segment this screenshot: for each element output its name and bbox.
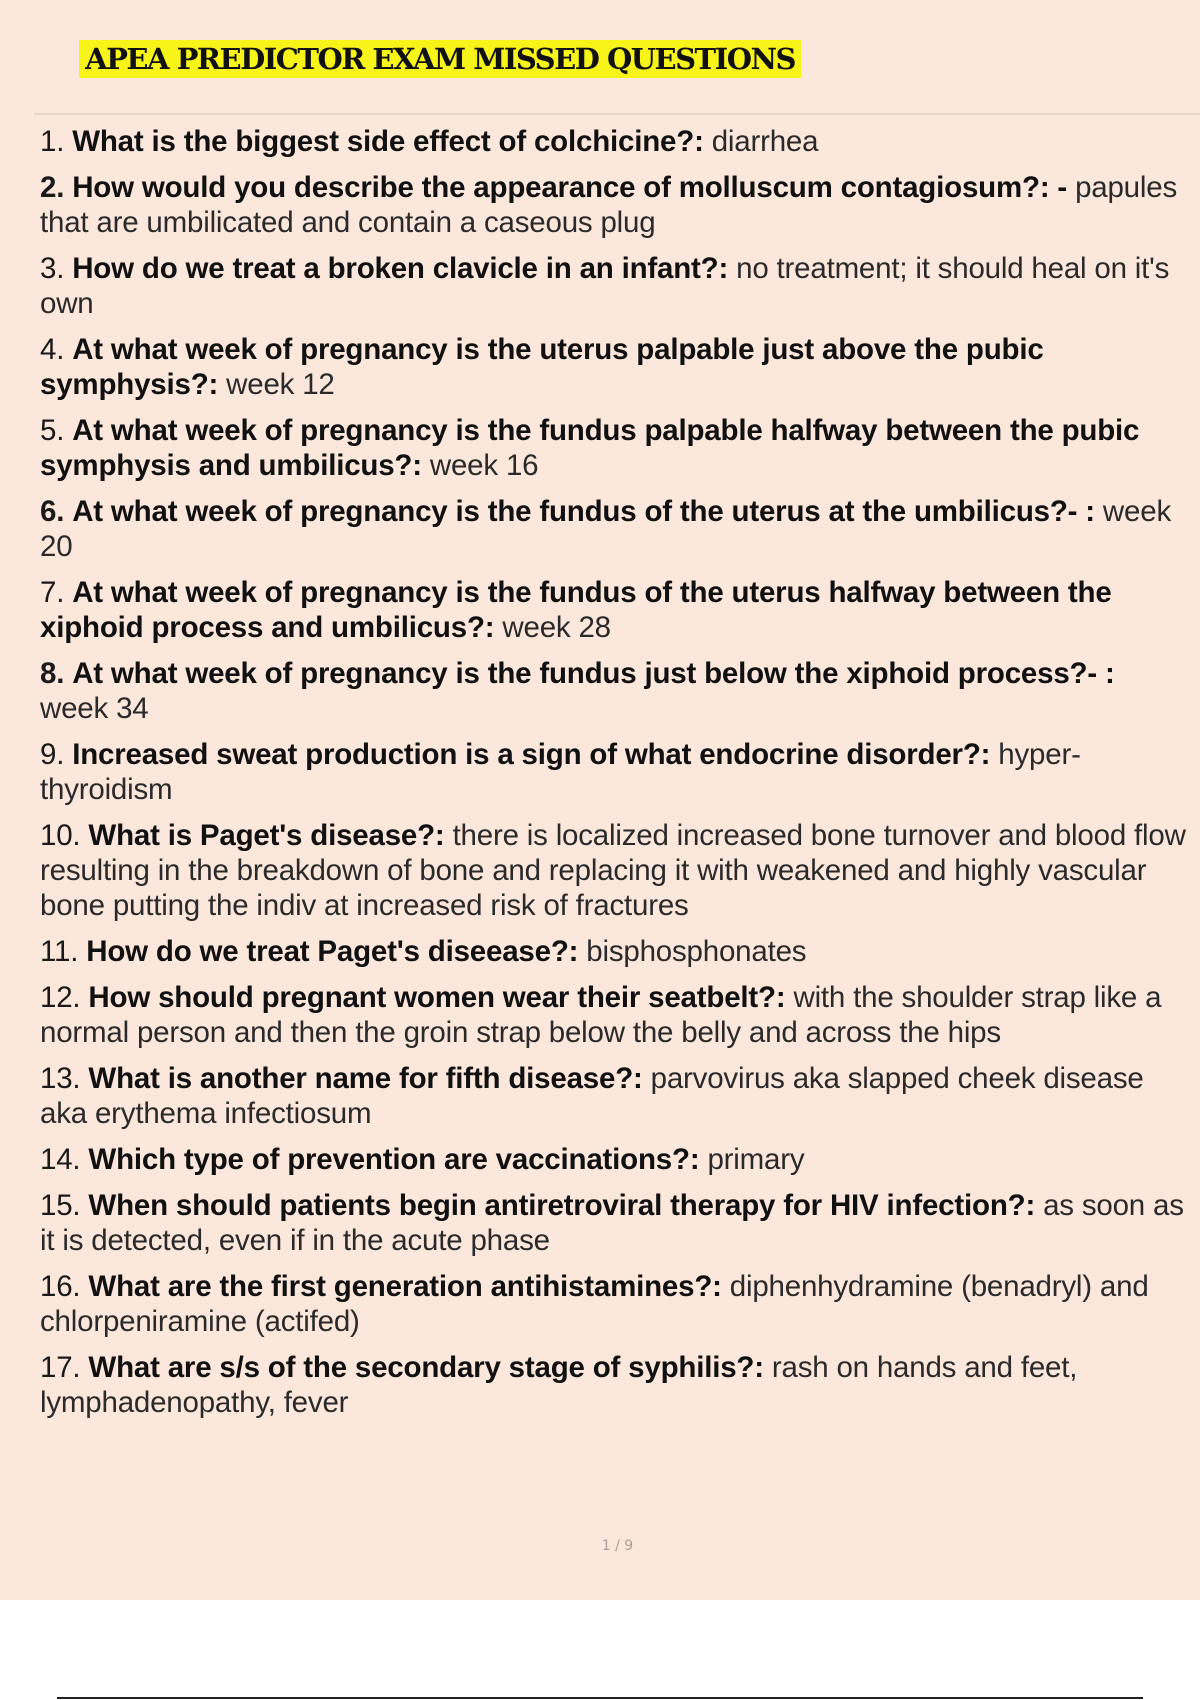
question-text: At what week of pregnancy is the fundus palpable halfway between the pubic symphysis and umbilicus?:: [40, 414, 1140, 482]
question-number: 8.: [40, 657, 65, 690]
question-number: 12.: [40, 981, 81, 1014]
answer-text: there is localized increased bone turnover and blood flow resulting in the breakdown of bone and replacing it with weakened and highly vascular bone putting the indiv at increased risk of fractures: [40, 819, 1186, 922]
answer-text: hyper-thyroidism: [40, 738, 1081, 806]
list-item: [40, 124, 1190, 159]
page-number: 1 / 9: [601, 1538, 634, 1554]
question-list: [40, 124, 1190, 1431]
question-text: How do we treat Paget's diseease?:: [86, 935, 579, 968]
title-divider: [34, 113, 1200, 115]
list-item: [40, 1188, 1190, 1258]
question-text: What is Paget's disease?:: [88, 819, 445, 852]
list-item: [40, 1142, 1190, 1177]
answer-text: primary: [707, 1143, 805, 1176]
answer-text: parvovirus aka slapped cheek disease aka erythema infectiosum: [40, 1062, 1144, 1130]
list-item: [40, 413, 1190, 483]
question-number: 17.: [40, 1351, 81, 1384]
question-number: 11.: [40, 935, 79, 968]
question-text: What are the first generation antihistamines?:: [88, 1270, 722, 1303]
question-number: 6.: [40, 495, 65, 528]
question-number: 16.: [40, 1270, 81, 1303]
answer-text: with the shoulder strap like a normal person and then the groin strap below the belly and across the hips: [40, 981, 1162, 1049]
question-number: 1.: [40, 125, 65, 158]
question-number: 10.: [40, 819, 81, 852]
list-item: [40, 494, 1190, 564]
question-number: 14.: [40, 1143, 81, 1176]
question-text: At what week of pregnancy is the uterus palpable just above the pubic symphysis?:: [40, 333, 1044, 401]
question-text: How should pregnant women wear their seatbelt?:: [88, 981, 786, 1014]
bottom-divider: [57, 1697, 1143, 1699]
list-item: [40, 1350, 1190, 1420]
list-item: [40, 251, 1190, 321]
list-item: [40, 332, 1190, 402]
question-number: 9.: [40, 738, 65, 771]
question-text: At what week of pregnancy is the fundus of the uterus halfway between the xiphoid process and umbilicus?:: [40, 576, 1112, 644]
question-text: At what week of pregnancy is the fundus of the uterus at the umbilicus?- :: [72, 495, 1095, 528]
list-item: [40, 1269, 1190, 1339]
question-text: What is the biggest side effect of colchicine?:: [72, 125, 704, 158]
question-text: What is another name for fifth disease?:: [88, 1062, 643, 1095]
list-item: [40, 980, 1190, 1050]
answer-text: week 28: [502, 611, 611, 644]
question-number: 5.: [40, 414, 65, 447]
answer-text: diphenhydramine (benadryl) and chlorpeniramine (actifed): [40, 1270, 1149, 1338]
answer-text: week 16: [429, 449, 539, 482]
list-item: [40, 737, 1190, 807]
list-item: [40, 656, 1190, 726]
question-number: 7.: [40, 576, 65, 609]
answer-text: week 20: [40, 495, 1171, 563]
question-text: What are s/s of the secondary stage of syphilis?:: [88, 1351, 764, 1384]
answer-text: no treatment; it should heal on it's own: [40, 252, 1170, 320]
answer-text: week 12: [226, 368, 335, 401]
answer-text: as soon as it is detected, even if in the acute phase: [40, 1189, 1184, 1257]
question-text: When should patients begin antiretroviral therapy for HIV infection?:: [88, 1189, 1036, 1222]
question-number: 15.: [40, 1189, 81, 1222]
answer-text: bisphosphonates: [586, 935, 807, 968]
list-item: [40, 170, 1190, 240]
list-item: [40, 1061, 1190, 1131]
question-text: Which type of prevention are vaccinations?:: [88, 1143, 700, 1176]
list-item: [40, 575, 1190, 645]
document-title: APEA PREDICTOR EXAM MISSED QUESTIONS: [79, 40, 801, 78]
list-item: [40, 934, 1190, 969]
question-number: 13.: [40, 1062, 81, 1095]
list-item: [40, 818, 1190, 923]
answer-text: rash on hands and feet, lymphadenopathy, fever: [40, 1351, 1078, 1419]
question-text: At what week of pregnancy is the fundus just below the xiphoid process?- :: [72, 657, 1115, 690]
question-text: Increased sweat production is a sign of what endocrine disorder?:: [72, 738, 991, 771]
answer-text: papules that are umbilicated and contain a caseous plug: [40, 171, 1177, 239]
question-text: How would you describe the appearance of molluscum contagiosum?: -: [72, 171, 1068, 204]
question-number: 4.: [40, 333, 65, 366]
answer-text: diarrhea: [711, 125, 819, 158]
question-number: 2.: [40, 171, 65, 204]
title-block: [0, 38, 880, 86]
question-number: 3.: [40, 252, 65, 285]
question-text: How do we treat a broken clavicle in an infant?:: [72, 252, 729, 285]
answer-text: week 34: [40, 692, 149, 725]
